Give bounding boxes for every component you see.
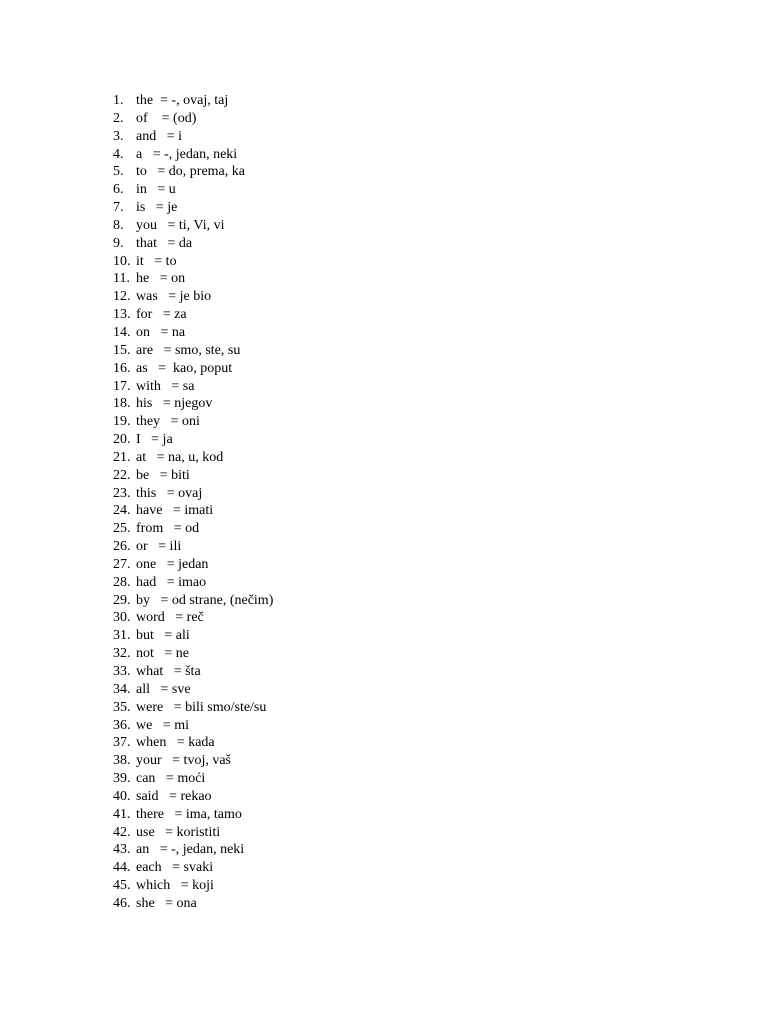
list-item-number: 12. — [113, 289, 131, 305]
list-item-number: 33. — [113, 664, 131, 679]
list-item — [113, 324, 273, 342]
list-item-number: 19. — [113, 414, 131, 430]
list-item-translation: an = -, jedan, neki — [136, 842, 245, 858]
list-item-number: 5. — [113, 164, 124, 180]
list-item-translation: to = do, prema, ka — [136, 164, 245, 180]
list-item — [113, 895, 273, 913]
list-item-translation: is = je — [136, 200, 178, 216]
list-item-number: 10. — [113, 253, 131, 269]
list-item-translation: each = svaki — [136, 860, 214, 876]
list-item-translation: what = šta — [136, 664, 201, 679]
list-item — [113, 752, 273, 770]
list-item-number: 45. — [113, 878, 131, 894]
list-item-number: 32. — [113, 646, 131, 662]
list-item-number: 7. — [113, 200, 124, 216]
list-item-number: 11. — [113, 271, 130, 287]
list-item — [113, 342, 273, 360]
list-item-translation: this = ovaj — [136, 485, 203, 501]
list-item-number: 4. — [113, 146, 124, 162]
list-item-translation: his = njegov — [136, 396, 213, 412]
list-item-number: 40. — [113, 788, 131, 804]
list-item — [113, 146, 273, 164]
list-item — [113, 217, 273, 235]
list-item-translation: were = bili smo/ste/su — [136, 699, 267, 715]
list-item — [113, 395, 273, 413]
list-item-translation: and = i — [136, 128, 182, 144]
list-item-number: 38. — [113, 753, 131, 769]
list-item-number: 31. — [113, 628, 131, 644]
list-item-translation: for = za — [136, 307, 187, 323]
list-item-translation: be = biti — [136, 467, 190, 483]
list-item-translation: we = mi — [136, 717, 189, 733]
list-item — [113, 538, 273, 556]
list-item — [113, 235, 273, 253]
list-item-number: 16. — [113, 360, 131, 376]
list-item — [113, 877, 273, 895]
list-item — [113, 627, 273, 645]
list-item-translation: which = koji — [136, 878, 214, 894]
list-item-translation: are = smo, ste, su — [136, 342, 241, 358]
list-item-number: 1. — [113, 93, 124, 108]
list-item — [113, 378, 273, 396]
list-item-translation: said = rekao — [136, 788, 212, 804]
list-item-number: 8. — [113, 217, 124, 233]
list-item-number: 14. — [113, 324, 131, 340]
list-item-translation: but = ali — [136, 628, 190, 644]
list-item — [113, 574, 273, 592]
list-item — [113, 824, 273, 842]
list-item-number: 43. — [113, 842, 131, 858]
list-item-number: 46. — [113, 895, 131, 911]
list-item — [113, 681, 273, 699]
list-item-translation: that = da — [136, 235, 193, 251]
list-item — [113, 431, 273, 449]
list-item — [113, 467, 273, 485]
list-item-translation: it = to — [136, 253, 177, 269]
list-item — [113, 663, 273, 681]
list-item-translation: can = moći — [136, 771, 206, 787]
list-item-number: 37. — [113, 735, 131, 751]
list-item-number: 3. — [113, 128, 124, 144]
list-item-translation: by = od strane, (nečim) — [136, 592, 274, 608]
list-item-number: 6. — [113, 182, 124, 198]
list-item-number: 20. — [113, 432, 131, 448]
list-item-translation: had = imao — [136, 574, 207, 590]
list-item — [113, 270, 273, 288]
list-item-translation: word = reč — [136, 610, 204, 626]
list-item — [113, 609, 273, 627]
list-item-number: 27. — [113, 556, 131, 572]
list-item-number: 2. — [113, 110, 124, 126]
list-item-translation: the = -, ovaj, taj — [136, 93, 229, 108]
list-item — [113, 592, 273, 610]
list-item-number: 36. — [113, 717, 131, 733]
list-item — [113, 449, 273, 467]
list-item-number: 18. — [113, 396, 131, 412]
list-item — [113, 502, 273, 520]
list-item — [113, 413, 273, 431]
list-item — [113, 485, 273, 503]
list-item-number: 30. — [113, 610, 131, 626]
list-item-translation: all = sve — [136, 681, 191, 697]
list-item-number: 26. — [113, 539, 131, 555]
list-item-number: 35. — [113, 699, 131, 715]
list-item-number: 42. — [113, 824, 131, 840]
list-item — [113, 717, 273, 735]
list-item-translation: as = kao, poput — [136, 360, 233, 376]
list-item — [113, 841, 273, 859]
list-item — [113, 520, 273, 538]
list-item-translation: there = ima, tamo — [136, 806, 242, 822]
list-item — [113, 306, 273, 324]
list-item-translation: use = koristiti — [136, 824, 221, 840]
list-item — [113, 788, 273, 806]
list-item-translation: a = -, jedan, neki — [136, 146, 238, 162]
list-item — [113, 199, 273, 217]
list-item-translation: with = sa — [136, 378, 195, 394]
list-item — [113, 128, 273, 146]
list-item-translation: he = on — [136, 271, 186, 287]
list-item-translation: at = na, u, kod — [136, 449, 224, 465]
list-item-number: 28. — [113, 574, 131, 590]
list-item-number: 15. — [113, 342, 131, 358]
list-item-translation: have = imati — [136, 503, 214, 519]
list-item-translation: she = ona — [136, 895, 197, 911]
list-item-number: 9. — [113, 235, 124, 251]
list-item-number: 39. — [113, 771, 131, 787]
list-item-number: 29. — [113, 592, 131, 608]
list-item-translation: on = na — [136, 324, 186, 340]
list-item — [113, 556, 273, 574]
list-item — [113, 734, 273, 752]
list-item — [113, 253, 273, 271]
list-item-number: 17. — [113, 378, 131, 394]
list-item-number: 24. — [113, 503, 131, 519]
list-item-translation: of = (od) — [136, 110, 197, 126]
list-item — [113, 645, 273, 663]
list-item-number: 22. — [113, 467, 131, 483]
list-item — [113, 360, 273, 378]
list-item-number: 13. — [113, 307, 131, 323]
list-item — [113, 770, 273, 788]
list-item-translation: you = ti, Vi, vi — [136, 217, 225, 233]
list-item — [113, 181, 273, 199]
list-item-translation: was = je bio — [136, 289, 212, 305]
list-item-translation: one = jedan — [136, 556, 209, 572]
list-item-translation: not = ne — [136, 646, 189, 662]
list-item-number: 41. — [113, 806, 131, 822]
list-item-translation: in = u — [136, 182, 176, 198]
list-item — [113, 699, 273, 717]
list-item-translation: from = od — [136, 521, 200, 537]
list-item — [113, 163, 273, 181]
list-item — [113, 859, 273, 877]
list-item-translation: when = kada — [136, 735, 215, 751]
list-item-translation: or = ili — [136, 539, 182, 555]
list-item-number: 23. — [113, 485, 131, 501]
list-item — [113, 110, 273, 128]
list-item — [113, 288, 273, 306]
list-item — [113, 92, 273, 110]
list-item-number: 44. — [113, 860, 131, 876]
vocabulary-list — [113, 92, 273, 913]
list-item-translation: your = tvoj, vaš — [136, 753, 231, 769]
list-item-number: 21. — [113, 449, 131, 465]
list-item-translation: I = ja — [136, 432, 173, 448]
list-item-number: 25. — [113, 521, 131, 537]
list-item — [113, 806, 273, 824]
list-item-number: 34. — [113, 681, 131, 697]
list-item-translation: they = oni — [136, 414, 200, 430]
